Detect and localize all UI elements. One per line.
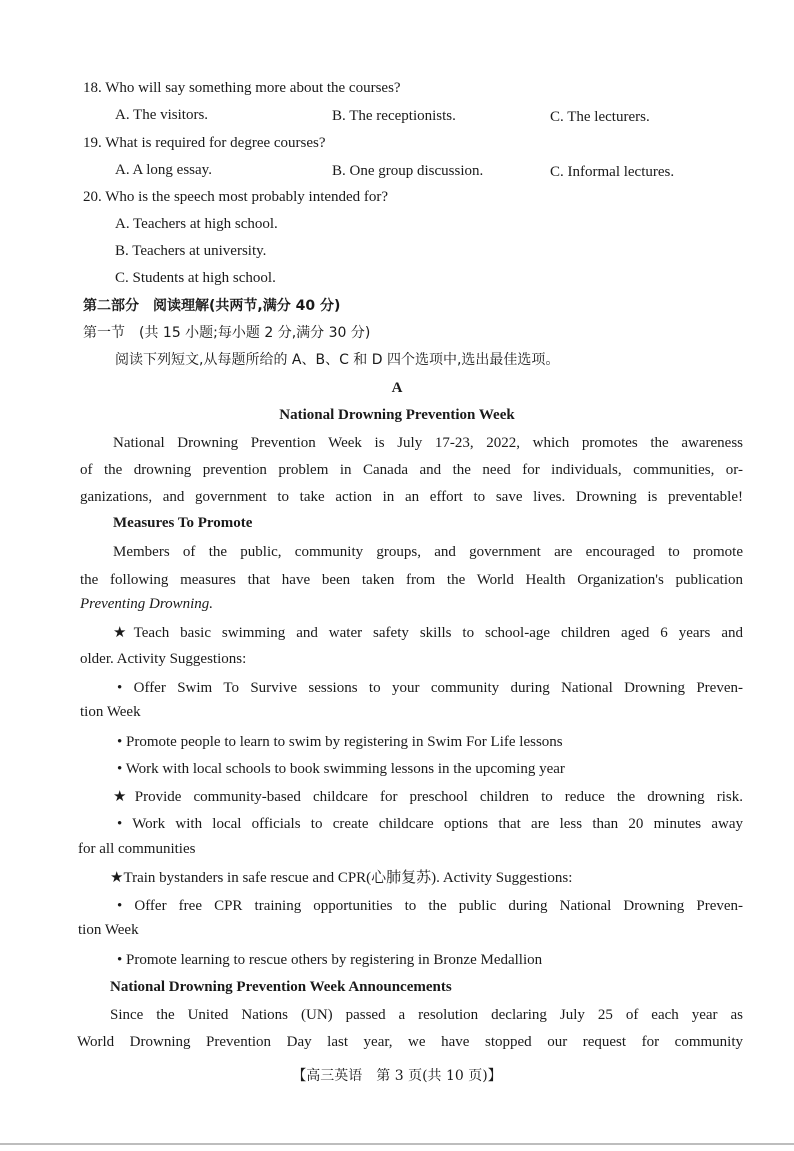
announcement-line-1: Since the United Nations (UN) passed a resolution declaring July 25 of each year as (110, 1007, 743, 1023)
measure-3: ★Train bystanders in safe rescue and CPR(心肺复苏). Activity Suggestions: (110, 870, 573, 886)
suggestion-4-line-1: • Work with local officials to create childcare options that are less than 20 minutes away (117, 816, 743, 832)
publication-title: Preventing Drowning. (80, 596, 214, 612)
suggestion-4-line-2: for all communities (78, 841, 196, 857)
question-19-option-c: C. Informal lectures. (550, 164, 675, 180)
measure-1-line-2: older. Activity Suggestions: (80, 651, 247, 667)
question-20-stem: 20. Who is the speech most probably intended for? (83, 189, 389, 205)
question-20-option-b: B. Teachers at university. (115, 243, 267, 259)
page-footer: 【高三英语 第 3 页(共 10 页)】 (292, 1068, 502, 1084)
question-19-option-b: B. One group discussion. (332, 163, 484, 179)
measure-2: ★Provide community-based childcare for preschool children to reduce the drowning risk. (113, 789, 743, 805)
measure-1-line-1: ★Teach basic swimming and water safety skills to school-age children aged 6 years and (113, 625, 743, 641)
question-20-option-a: A. Teachers at high school. (115, 216, 278, 232)
part-two-heading: 第二部分 阅读理解(共两节,满分 40 分) (83, 298, 341, 314)
question-19-option-a: A. A long essay. (115, 162, 212, 178)
question-20-option-c: C. Students at high school. (115, 270, 276, 286)
passage-title: National Drowning Prevention Week (279, 407, 515, 423)
suggestion-6: • Promote learning to rescue others by registering in Bronze Medallion (117, 952, 543, 968)
intro-line-2: of the drowning prevention problem in Canada and the need for individuals, communities, or- (80, 462, 743, 478)
question-18-option-c: C. The lecturers. (550, 109, 650, 125)
suggestion-2: • Promote people to learn to swim by registering in Swim For Life lessons (117, 734, 563, 750)
suggestion-5-line-2: tion Week (78, 922, 139, 938)
suggestion-1-line-2: tion Week (80, 704, 141, 720)
suggestion-3: • Work with local schools to book swimming lessons in the upcoming year (117, 761, 565, 777)
suggestion-5-line-1: • Offer free CPR training opportunities to the public during National Drowning Preven- (117, 898, 743, 914)
announcements-heading: National Drowning Prevention Week Announcements (110, 979, 452, 995)
question-19-stem: 19. What is required for degree courses? (83, 135, 326, 151)
suggestion-1-line-1: • Offer Swim To Survive sessions to your community during National Drowning Preven- (117, 680, 743, 696)
announcement-line-2: World Drowning Prevention Day last year, we have stopped our request for community (77, 1034, 743, 1050)
question-18-stem: 18. Who will say something more about the courses? (83, 80, 401, 96)
section-one-heading: 第一节 (共 15 小题;每小题 2 分,满分 30 分) (83, 325, 371, 341)
question-18-option-a: A. The visitors. (115, 107, 209, 123)
measures-heading: Measures To Promote (113, 515, 253, 531)
question-18-option-b: B. The receptionists. (332, 108, 456, 124)
intro-line-1: National Drowning Prevention Week is July 17-23, 2022, which promotes the awareness (113, 435, 743, 451)
intro-line-3: ganizations, and government to take action in an effort to save lives. Drowning is preventable! (80, 489, 743, 505)
bottom-divider (0, 1143, 794, 1145)
reading-instruction: 阅读下列短文,从每题所给的 A、B、C 和 D 四个选项中,选出最佳选项。 (115, 352, 560, 368)
members-line-2: the following measures that have been taken from the World Health Organization's publication (80, 572, 743, 588)
passage-letter: A (391, 380, 403, 396)
members-line-1: Members of the public, community groups, and government are encouraged to promote (113, 544, 743, 560)
